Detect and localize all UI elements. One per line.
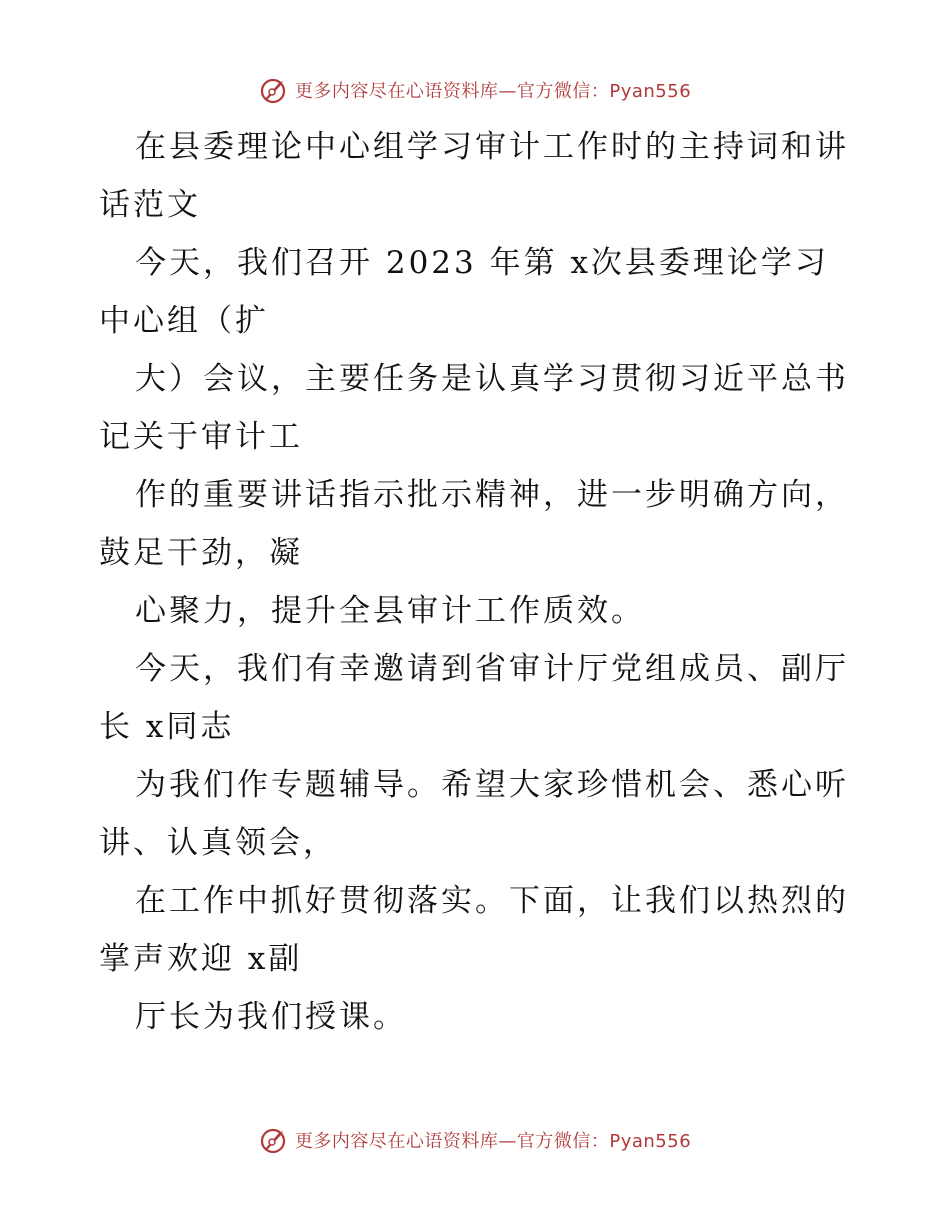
paragraph xyxy=(99,466,859,582)
header-watermark-banner xyxy=(0,72,950,108)
paragraph-line: 讲、认真领会， xyxy=(99,825,337,861)
paragraph-line: 中心组（扩 xyxy=(99,303,269,339)
paragraph xyxy=(99,756,859,872)
quill-pen-logo-icon xyxy=(259,1125,289,1155)
paragraph-line: 作的重要讲话指示批示精神，进一步明确方向， xyxy=(135,477,849,513)
footer-watermark-banner xyxy=(0,1122,950,1158)
paragraph xyxy=(99,582,859,640)
paragraph-line: 鼓足干劲，凝 xyxy=(99,535,303,571)
paragraph-line: 记关于审计工 xyxy=(99,419,303,455)
paragraph-line: 在县委理论中心组学习审计工作时的主持词和讲 xyxy=(135,129,849,165)
paragraph xyxy=(99,350,859,466)
paragraph xyxy=(99,872,859,988)
document-body xyxy=(99,118,859,1046)
paragraph-line: 今天，我们召开 2023 年第 x次县委理论学习 xyxy=(135,245,829,281)
header-watermark-text: 更多内容尽在心语资料库—官方微信：Pyan556 xyxy=(294,81,692,102)
paragraph-line: 今天，我们有幸邀请到省审计厅党组成员、副厅 xyxy=(135,651,849,687)
paragraph-title xyxy=(99,118,859,234)
paragraph xyxy=(99,640,859,756)
paragraph xyxy=(99,234,859,350)
paragraph-line: 心聚力，提升全县审计工作质效。 xyxy=(135,593,645,629)
paragraph xyxy=(99,988,859,1046)
paragraph-line: 大）会议，主要任务是认真学习贯彻习近平总书 xyxy=(135,361,849,397)
paragraph-line: 掌声欢迎 x副 xyxy=(99,941,303,977)
footer-watermark-text: 更多内容尽在心语资料库—官方微信：Pyan556 xyxy=(294,1131,692,1152)
paragraph-line: 长 x同志 xyxy=(99,709,235,745)
paragraph-line: 为我们作专题辅导。希望大家珍惜机会、悉心听 xyxy=(135,767,849,803)
paragraph-line: 厅长为我们授课。 xyxy=(135,999,407,1035)
paragraph-line: 话范文 xyxy=(99,187,201,223)
quill-pen-logo-icon xyxy=(259,75,289,105)
paragraph-line: 在工作中抓好贯彻落实。下面，让我们以热烈的 xyxy=(135,883,849,919)
